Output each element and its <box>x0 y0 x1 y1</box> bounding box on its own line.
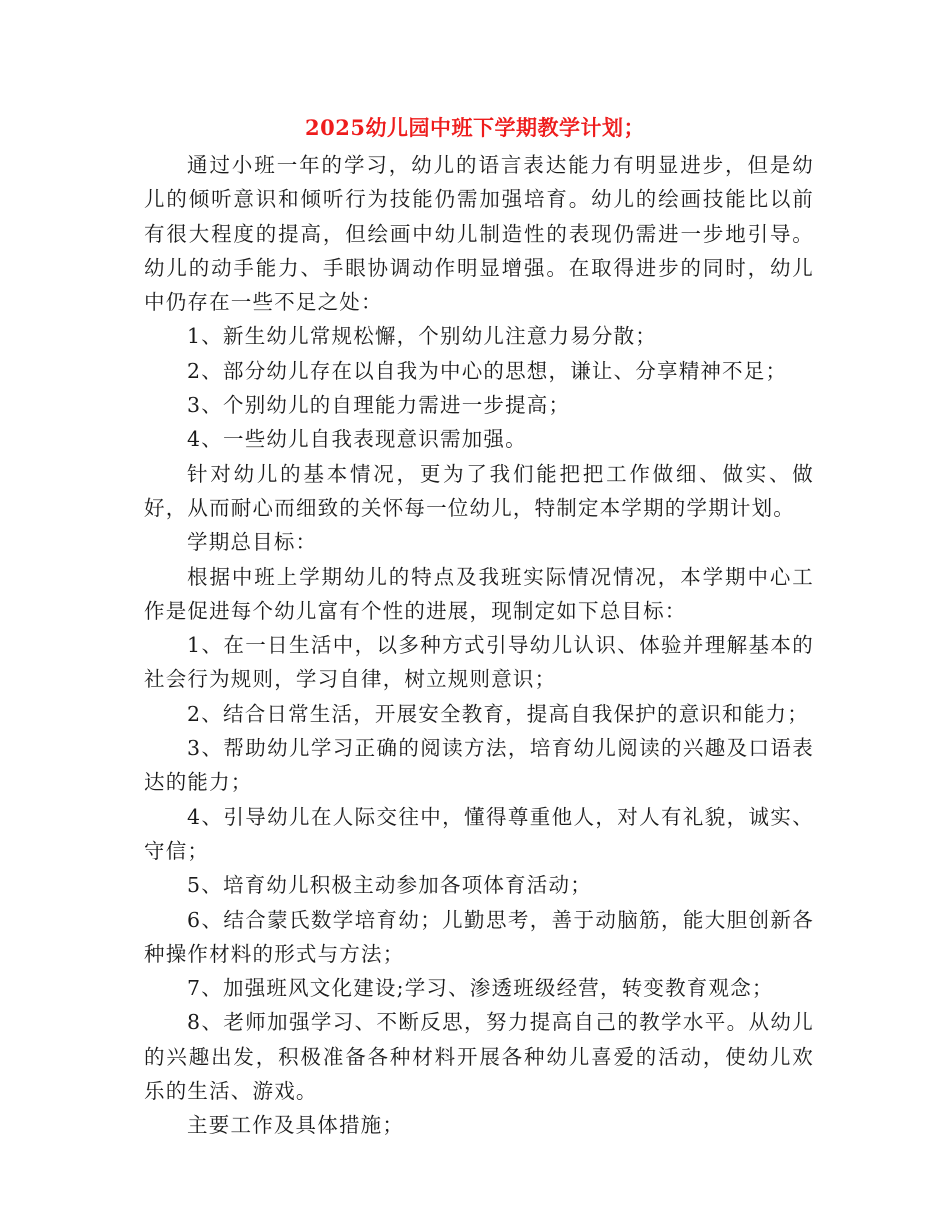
section-heading-goals: 学期总目标： <box>187 530 318 555</box>
shortcoming-item: 4、一些幼儿自我表现意识需加强。 <box>187 427 527 452</box>
purpose-paragraph: 针对幼儿的基本情况，更为了我们能把把工作做细、做实、做好，从而耐心而细致的关怀每一位幼儿，特制定本学期的学期计划。 <box>144 461 814 520</box>
goal-item: 4、引导幼儿在人际交往中，懂得尊重他人，对人有礼貌，诚实、守信； <box>144 804 814 863</box>
document-title: 2025幼儿园中班下学期教学计划； <box>305 115 645 140</box>
shortcoming-item: 2、部分幼儿存在以自我为中心的思想，谦让、分享精神不足； <box>187 358 788 383</box>
document-body <box>144 148 814 1143</box>
goal-item: 3、帮助幼儿学习正确的阅读方法，培育幼儿阅读的兴趣及口语表达的能力； <box>144 736 814 795</box>
goal-item: 6、结合蒙氏数学培育幼；儿勤思考，善于动脑筋，能大胆创新各种操作材料的形式与方法； <box>144 907 814 966</box>
intro-paragraph: 通过小班一年的学习，幼儿的语言表达能力有明显进步，但是幼儿的倾听意识和倾听行为技能仍需加强培育。幼儿的绘画技能比以前有很大程度的提高，但绘画中幼儿制造性的表现仍需进一步地引导。幼儿的动手能力、手眼协调动作明显增强。在取得进步的同时，幼儿中仍存在一些不足之处： <box>144 153 814 315</box>
goals-intro-paragraph: 根据中班上学期幼儿的特点及我班实际情况情况，本学期中心工作是促进每个幼儿富有个性的进展，现制定如下总目标： <box>144 564 814 623</box>
goal-item: 5、培育幼儿积极主动参加各项体育活动； <box>187 873 592 898</box>
goal-item: 7、加强班风文化建设;学习、渗透班级经营，转变教育观念； <box>187 976 774 1001</box>
shortcoming-item: 1、新生幼儿常规松懈，个别幼儿注意力易分散； <box>187 324 657 349</box>
shortcoming-item: 3、个别幼儿的自理能力需进一步提高； <box>187 393 571 418</box>
goal-item: 8、老师加强学习、不断反思，努力提高自己的教学水平。从幼儿的兴趣出发，积极准备各种材料开展各种幼儿喜爱的活动，使幼儿欢乐的生活、游戏。 <box>144 1010 814 1104</box>
section-heading-measures: 主要工作及具体措施； <box>187 1113 405 1138</box>
goal-item: 2、结合日常生活，开展安全教育，提高自我保护的意识和能力； <box>187 701 809 726</box>
goal-item: 1、在一日生活中，以多种方式引导幼儿认识、体验并理解基本的社会行为规则，学习自律，树立规则意识； <box>144 633 814 692</box>
